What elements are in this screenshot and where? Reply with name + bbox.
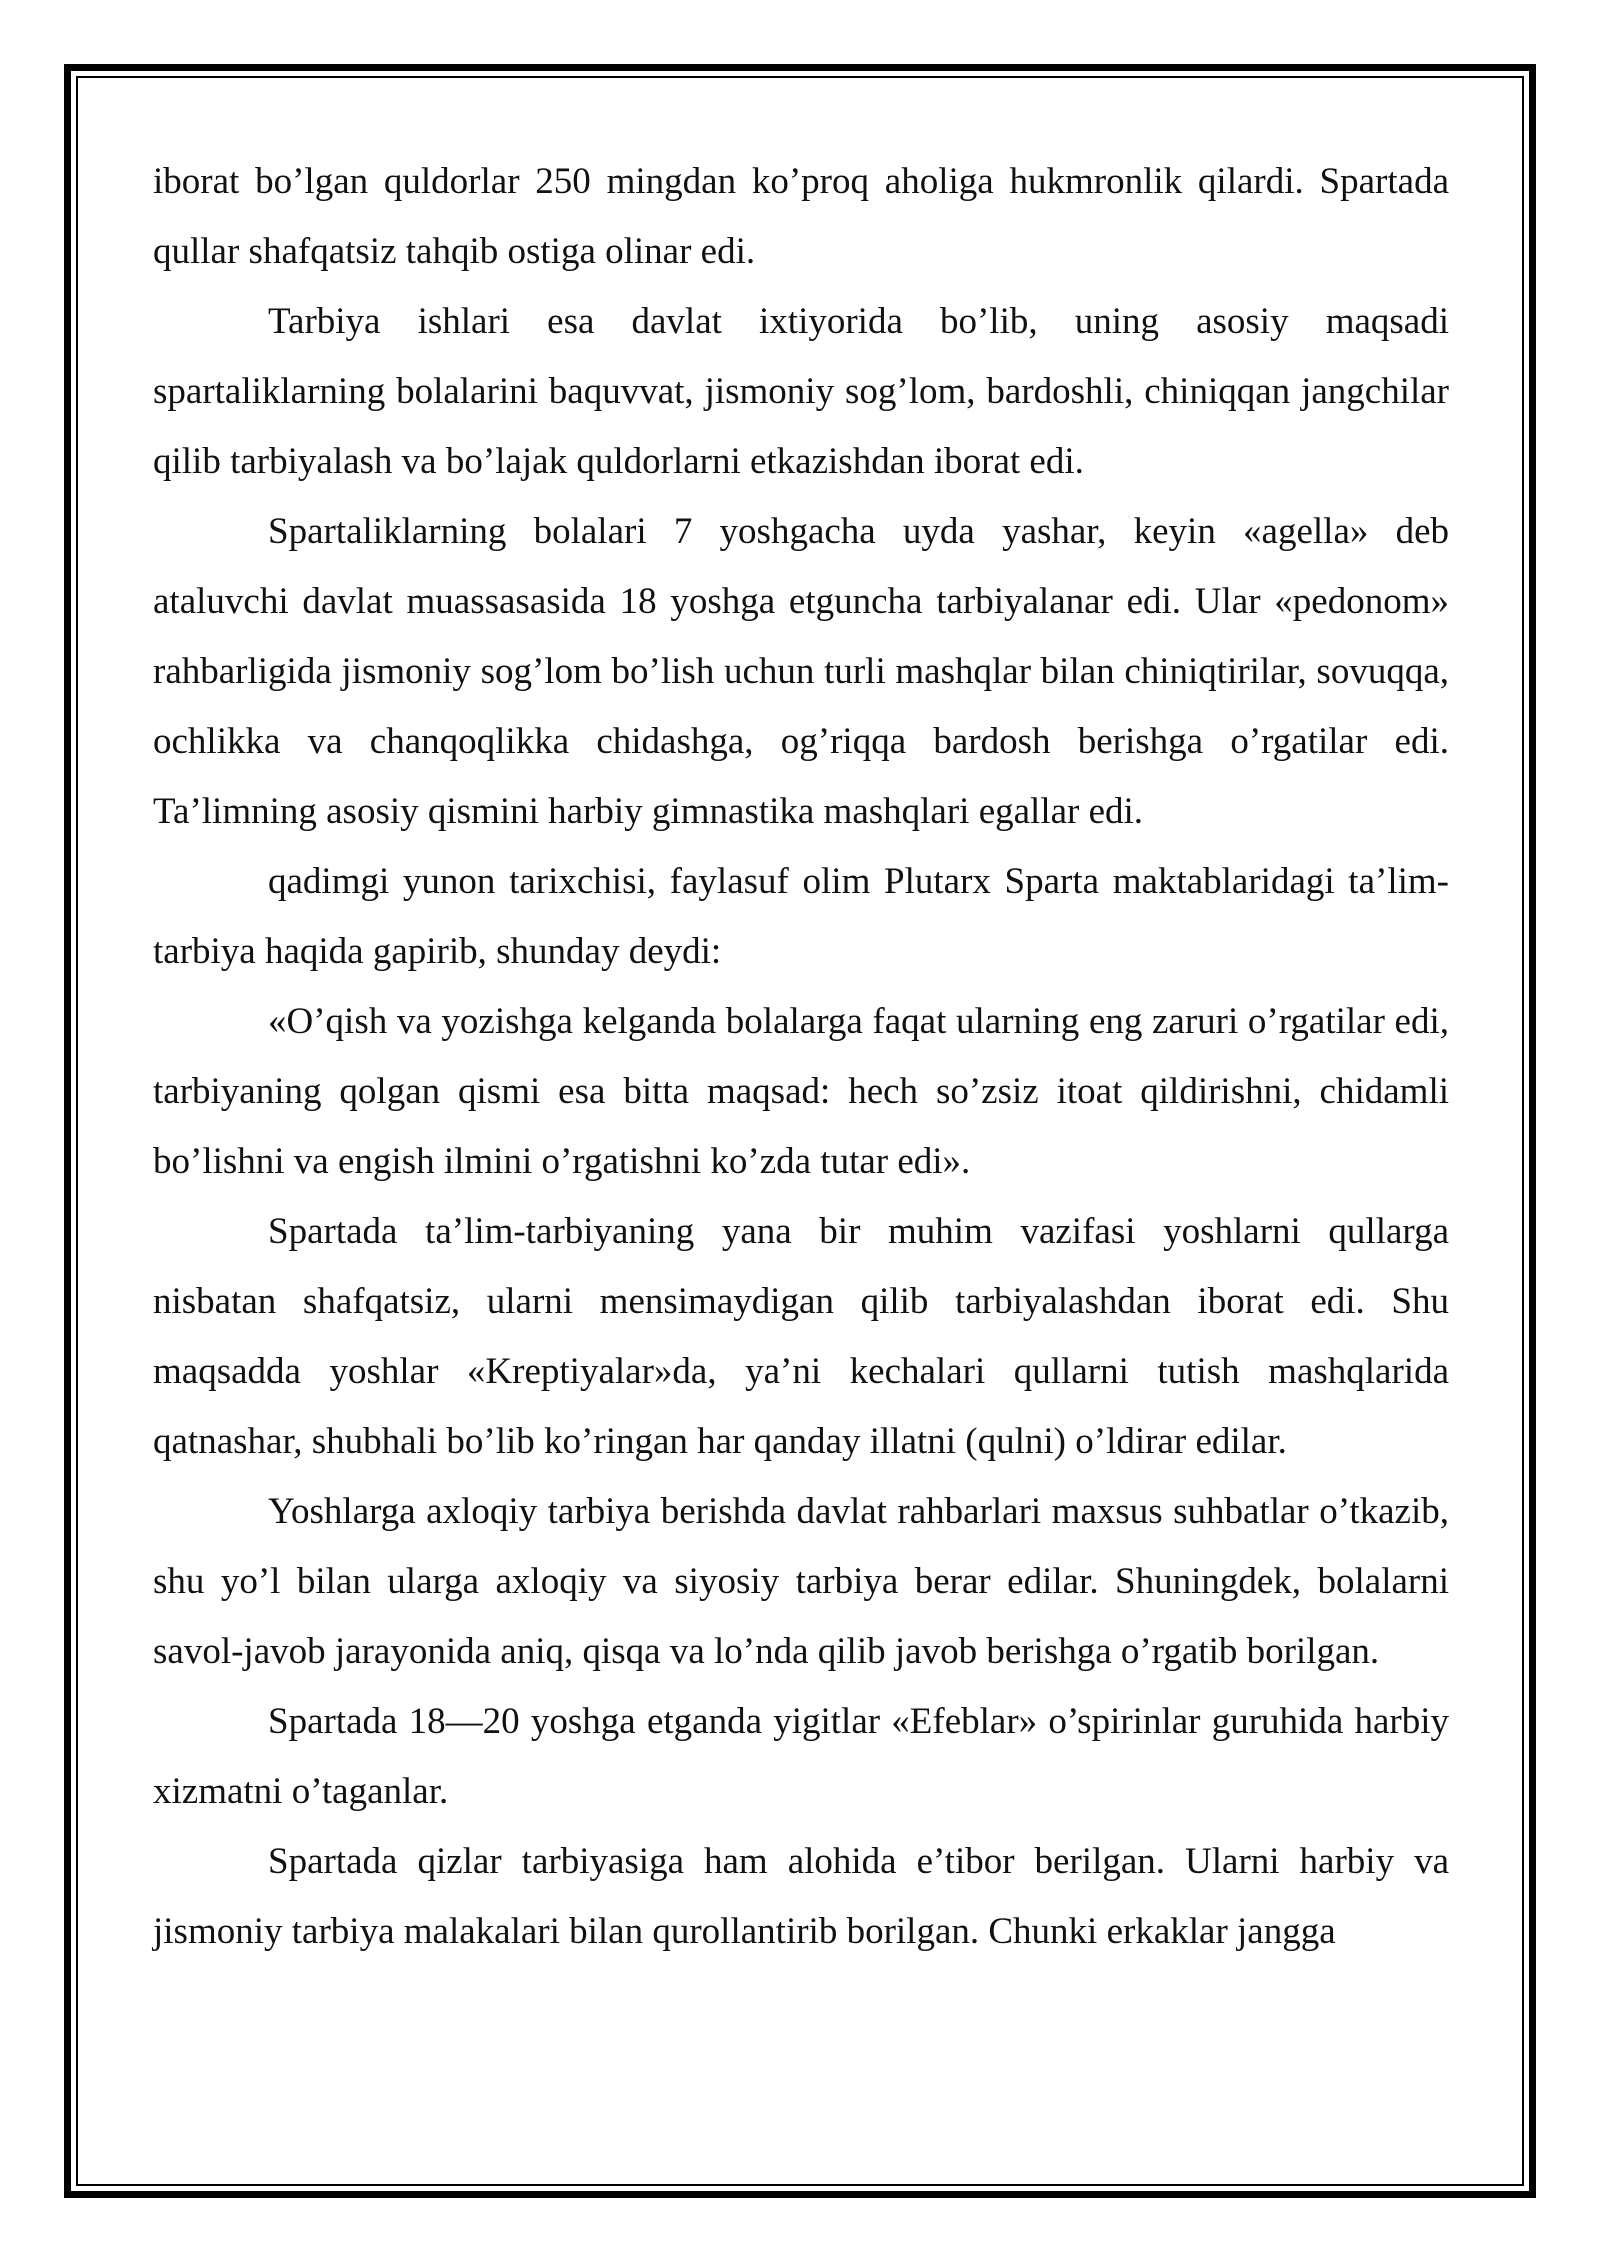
paragraph-9: Spartada qizlar tarbiyasiga ham alohida e’tibor berilgan. Ularni harbiy va jismoniy tarbiya malakalari bilan qurollantirib borilgan. Chunki erkaklar jangga — [153, 1841, 1449, 1952]
paragraph-1: iborat bo’lgan quldorlar 250 mingdan ko’proq aholiga hukmronlik qilardi. Spartada qullar shafqatsiz tahqib ostiga olinar edi. — [153, 161, 1449, 272]
document-body — [153, 147, 1449, 1967]
paragraph-5-quote: «O’qish va yozishga kelganda bolalarga faqat ularning eng zaruri o’rgatilar edi, tarbiyaning qolgan qismi esa bitta maqsad: hech so’zsiz itoat qildirishni, chidamli bo’lishni va engish ilmini o’rgatishni ko’zda tutar edi». — [153, 1001, 1449, 1182]
paragraph-6: Spartada ta’lim-tarbiyaning yana bir muhim vazifasi yoshlarni qullarga nisbatan shafqatsiz, ularni mensimaydigan qilib tarbiyalashdan iborat edi. Shu maqsadda yoshlar «Kreptiyalar»da, ya’ni kechalari qullarni tutish mashqlarida qatnashar, shubhali bo’lib ko’ringan har qanday illatni (qulni) o’ldirar edilar. — [153, 1211, 1449, 1462]
paragraph-8: Spartada 18—20 yoshga etganda yigitlar «Efeblar» o’spirinlar guruhida harbiy xizmatni o’taganlar. — [153, 1701, 1449, 1812]
paragraph-3: Spartaliklarning bolalari 7 yoshgacha uyda yashar, keyin «agella» deb ataluvchi davlat muassasasida 18 yoshga etguncha tarbiyalanar edi. Ular «pedonom» rahbarligida jismoniy sog’lom bo’lish uchun turli mashqlar bilan chiniqtirilar, sovuqqa, ochlikka va chanqoqlikka chidashga, og’riqqa bardosh berishga o’rgatilar edi. Ta’limning asosiy qismini harbiy gimnastika mashqlari egallar edi. — [153, 511, 1449, 832]
paragraph-4: qadimgi yunon tarixchisi, faylasuf olim Plutarx Sparta maktablaridagi ta’lim-tarbiya haqida gapirib, shunday deydi: — [153, 861, 1449, 972]
paragraph-2: Tarbiya ishlari esa davlat ixtiyorida bo’lib, uning asosiy maqsadi spartaliklarning bolalarini baquvvat, jismoniy sog’lom, bardoshli, chiniqqan jangchilar qilib tarbiyalash va bo’lajak quldorlarni etkazishdan iborat edi. — [153, 301, 1449, 482]
paragraph-7: Yoshlarga axloqiy tarbiya berishda davlat rahbarlari maxsus suhbatlar o’tkazib, shu yo’l bilan ularga axloqiy va siyosiy tarbiya berar edilar. Shuningdek, bolalarni savol-javob jarayonida aniq, qisqa va lo’nda qilib javob berishga o’rgatib borilgan. — [153, 1491, 1449, 1672]
